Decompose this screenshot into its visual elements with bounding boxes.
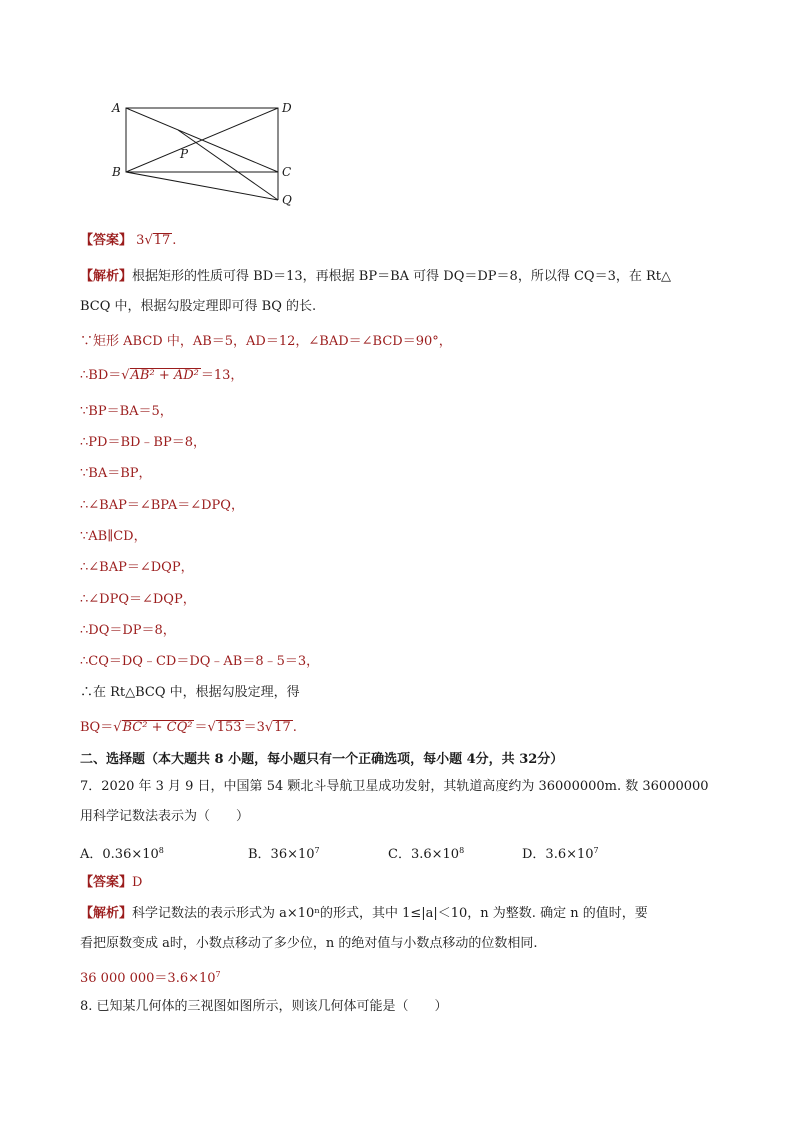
analysis-intro-line-2: BCQ 中，根据勾股定理即可得 BQ 的长.: [80, 299, 317, 314]
answer-line-1: [80, 232, 176, 250]
label-d: D: [282, 101, 292, 115]
analysis-step-9: ∴∠DPQ＝∠DQP，: [80, 592, 196, 607]
question-7-stem-1: 7．2020 年 3 月 9 日，中国第 54 颗北斗导航卫星成功发射，其轨道高度约为 36000000m. 数 36000000: [80, 779, 709, 794]
label-a: A: [112, 101, 121, 115]
segment-bq: [126, 172, 278, 200]
analysis-intro-line-1: [80, 268, 671, 286]
option-b: B．$36\times 10^7$: [248, 846, 320, 862]
analysis-step-10: ∴DQ＝DP＝8，: [80, 623, 176, 638]
analysis-step-1: ∵矩形 ABCD 中，AB＝5，AD＝12，∠BAD＝∠BCD＝90°，: [80, 334, 452, 349]
question-8-stem: 8. 已知某几何体的三视图如图所示，则该几何体可能是（ ）: [80, 999, 448, 1014]
analysis-step-5: ∵BA＝BP，: [80, 466, 152, 481]
section-heading: 二、选择题（本大题共 8 小题，每小题只有一个正确选项，每小题 4分，共 32分）: [80, 752, 564, 767]
answer-tag: 【答案】: [80, 875, 133, 890]
answer-value: D: [132, 875, 143, 890]
analysis-step-3: ∵BP＝BA＝5，: [80, 404, 173, 419]
analysis-tag: 【解析】: [80, 269, 133, 284]
analysis-step-7: ∵AB∥CD，: [80, 529, 147, 544]
analysis2-line-2: 看把原数变成 a时，小数点移动了多少位，n 的绝对值与小数点移动的位数相同.: [80, 936, 538, 951]
analysis-intro: 根据矩形的性质可得 BD＝13，再根据 BP＝BA 可得 DQ＝DP＝8，所以得 CQ＝3，在 Rt△: [132, 269, 671, 284]
analysis-step-11: ∴CQ＝DQ﹣CD＝DQ﹣AB＝8﹣5＝3，: [80, 654, 320, 669]
analysis-step-13: BQ＝√BC² + CQ² ＝√153 ＝3√17 .: [80, 720, 297, 735]
analysis-step-12: ∴在 Rt△BCQ 中，根据勾股定理，得: [80, 685, 300, 700]
label-p: P: [180, 147, 189, 161]
label-c: C: [282, 165, 292, 179]
analysis2-line-3: 36 000 $000=3.6\times 10^7$: [80, 970, 221, 986]
option-d: D．$3.6\times 10^7$: [522, 846, 599, 862]
analysis-step-6: ∴∠BAP＝∠BPA＝∠DPQ，: [80, 498, 244, 513]
option-c: C．$3.6\times 10^8$: [388, 846, 465, 862]
analysis2-text-1: 科学记数法的表示形式为 a×10ⁿ的形式，其中 1≤|a|＜10，n 为整数. 确定 n 的值时，要: [132, 906, 648, 921]
label-q: Q: [282, 193, 292, 207]
option-a: A．$0.36\times 10^8$: [80, 846, 164, 862]
segment-aq: [178, 130, 278, 200]
answer-line-2: [80, 874, 142, 892]
analysis-step-8: ∴∠BAP＝∠DQP，: [80, 560, 194, 575]
answer-value: 3√17 .: [136, 233, 177, 248]
label-b: B: [112, 165, 121, 179]
analysis-step-4: ∴PD＝BD﹣BP＝8，: [80, 435, 206, 450]
question-7-stem-2: 用科学记数法表示为（ ）: [80, 809, 250, 824]
answer-tag: 【答案】: [80, 233, 133, 248]
rectangle-geometry-figure: [106, 96, 306, 208]
analysis2-line-1: [80, 905, 648, 923]
analysis-tag: 【解析】: [80, 906, 133, 921]
analysis-step-2: ∴BD＝√AB² + AD² ＝13，: [80, 368, 244, 383]
